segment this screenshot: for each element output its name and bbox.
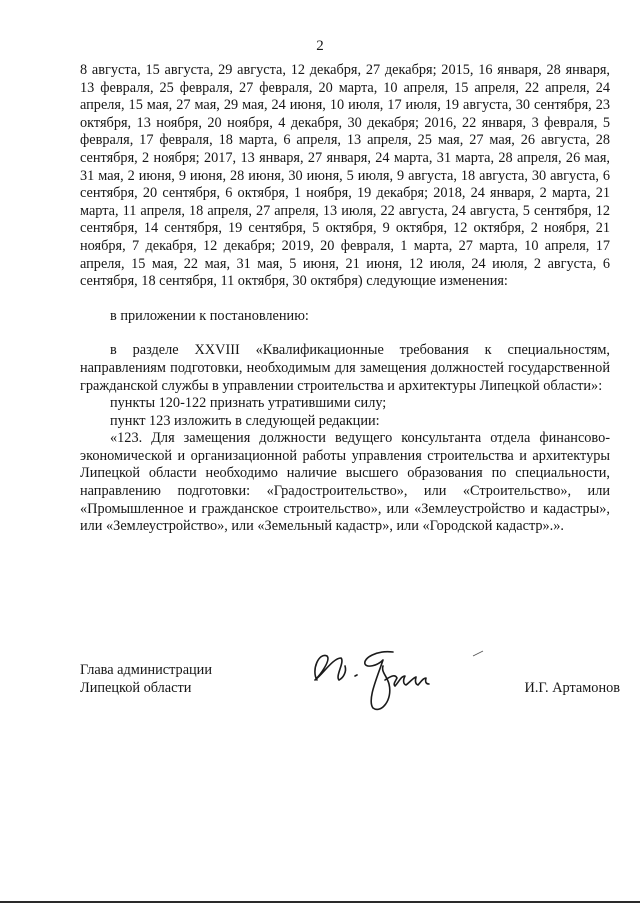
- handwritten-signature: [305, 640, 505, 720]
- page-bottom-rule: [0, 901, 640, 903]
- signature-block: [80, 654, 620, 734]
- document-body: [80, 62, 610, 536]
- signatory-name: И.Г. Артамонов: [524, 680, 620, 696]
- invalid-items-paragraph: пункты 120-122 признать утратившими силу;: [110, 395, 387, 412]
- new-item-paragraph: пункт 123 изложить в следующей редакции:: [110, 412, 380, 429]
- signatory-title-line2: Липецкой области: [80, 679, 192, 696]
- signatory-title-line1: Глава администрации: [80, 662, 212, 678]
- quoted-item-paragraph: «123. Для замещения должности ведущего консультанта отдела финансово-экономической и организационной работы управления строительства и архитектуры Липецкой области необходимо наличие высшего образования по специальности, направлению подготовки: «Градостроительство», или «Строительство», или «Промышленное и гражданское строительство», или «Землеустройство и кадастры», или «Землеустройство», или «Земельный кадастр», или «Городской кадастр».».: [80, 430, 610, 535]
- section-paragraph: в разделе XXVIII «Квалификационные требования к специальностям, направлениям подготовки, необходимым для замещения должностей государственной гражданской службы в управлении строительства и архитектуры Липецкой области»:: [80, 342, 610, 394]
- page-number: 2: [316, 38, 324, 54]
- signatory-title: [80, 662, 212, 697]
- opening-paragraph: 8 августа, 15 августа, 29 августа, 12 декабря, 27 декабря; 2015, 16 января, 28 января, 13 февраля, 25 февраля, 27 февраля, 20 марта, 10 апреля, 15 апреля, 22 апреля, 24 апреля, 15 мая, 27 мая, 29 мая, 24 июня, 10 июля, 17 июля, 19 августа, 30 сентября, 23 октября, 13 ноября, 20 ноября, 4 декабря, 30 декабря; 2016, 22 января, 3 февраля, 5 февраля, 17 февраля, 18 марта, 6 апреля, 13 апреля, 25 мая, 27 мая, 26 августа, 28 сентября, 2 ноября; 2017, 13 января, 27 января, 24 марта, 31 марта, 28 апреля, 26 мая, 31 мая, 2 июня, 9 июня, 28 июня, 30 июня, 5 июля, 9 августа, 18 августа, 30 августа, 6 сентября, 20 сентября, 6 октября, 1 ноября, 19 декабря; 2018, 24 января, 2 марта, 21 марта, 11 апреля, 18 апреля, 27 апреля, 13 июля, 22 августа, 24 августа, 5 сентября, 12 сентября, 14 сентября, 19 сентября, 5 октября, 9 октября, 12 октября, 2 ноября, 21 ноября, 7 декабря, 12 декабря; 2019, 20 февраля, 1 марта, 27 марта, 10 апреля, 17 апреля, 15 мая, 22 мая, 31 мая, 5 июня, 21 июня, 12 июля, 24 июля, 2 августа, 6 сентября, 18 сентября, 11 октября, 30 октября) следующие изменения:: [80, 62, 610, 290]
- appendix-paragraph: в приложении к постановлению:: [110, 307, 309, 324]
